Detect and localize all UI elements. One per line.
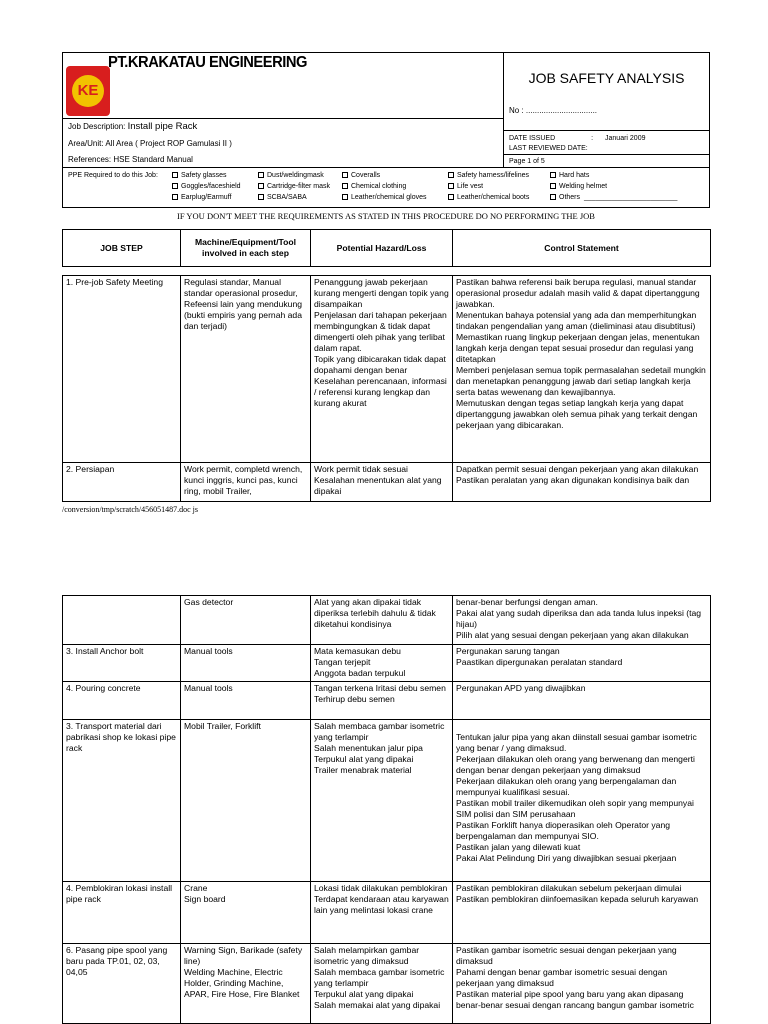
checkbox-icon[interactable]	[342, 194, 348, 200]
area-unit: Area/Unit: All Area ( Project ROP Gamulasi II )	[68, 139, 232, 148]
references: References: HSE Standard Manual	[68, 155, 193, 164]
ppe-checkbox-item[interactable]	[258, 193, 307, 203]
cell-hazard: Salah membaca gambar isometric yang terlampir Salah menentukan jalur pipa Terpukul alat yang dipakai Trailer menabrak material	[311, 720, 453, 882]
checkbox-icon[interactable]	[550, 172, 556, 178]
date-issued-value: Januari 2009	[605, 135, 646, 142]
cell-equipment: Manual tools	[181, 682, 311, 720]
page-indicator: Page 1 of 5	[509, 158, 545, 165]
ppe-list	[172, 171, 708, 207]
cell-job-step: 3. Transport material dari pabrikasi shop ke lokasi pipe rack	[63, 720, 181, 882]
cell-hazard: Alat yang akan dipakai tidak diperiksa terlebih dahulu & tidak diketahui kondisinya	[311, 596, 453, 645]
table-row	[63, 276, 711, 463]
ppe-item-label: Others	[559, 194, 581, 201]
checkbox-icon[interactable]	[342, 183, 348, 189]
ppe-checkbox-item[interactable]	[448, 171, 529, 181]
ppe-item-label: Goggles/faceshield	[181, 183, 241, 190]
ppe-checkbox-item[interactable]	[342, 182, 406, 192]
ppe-checkbox-item[interactable]	[258, 182, 330, 192]
table-row	[63, 682, 711, 720]
table-row	[63, 596, 711, 645]
ppe-item-label: Cartridge-filter mask	[267, 183, 331, 190]
header-hazard: Potential Hazard/Loss	[311, 230, 453, 267]
ppe-checkbox-item[interactable]	[550, 193, 677, 203]
checkbox-icon[interactable]	[258, 172, 264, 178]
logo-text: KE	[77, 82, 99, 99]
ppe-item-label: Life vest	[457, 183, 484, 190]
checkbox-icon[interactable]	[258, 183, 264, 189]
company-name: PT.KRAKATAU ENGINEERING	[108, 54, 308, 71]
checkbox-icon[interactable]	[172, 194, 178, 200]
date-issued-sep: :	[591, 135, 594, 142]
checkbox-icon[interactable]	[448, 194, 454, 200]
date-issued-label: DATE ISSUED	[509, 135, 556, 142]
cell-equipment: Gas detector	[181, 596, 311, 645]
checkbox-icon[interactable]	[258, 194, 264, 200]
ppe-item-label: Leather/chemical boots	[457, 194, 530, 201]
ppe-label: PPE Required to do this Job:	[68, 172, 158, 179]
cell-hazard: Salah melampirkan gambar isometric yang dimaksud Salah membaca gambar isometric yang terlampir Terpukul alat yang dipakai Salah memakai alat yang dipakai	[311, 944, 453, 1024]
cell-equipment: Mobil Trailer, Forklift	[181, 720, 311, 882]
cell-control: benar-benar berfungsi dengan aman. Pakai alat yang sudah diperiksa dan ada tanda lulus inpeksi (tag hijau) Pilih alat yang sesuai dengan pekerjaan yang akan dilakukan	[453, 596, 711, 645]
cell-job-step: 1. Pre-job Safety Meeting	[63, 276, 181, 463]
ppe-item-label: Earplug/Earmuff	[181, 194, 232, 201]
ppe-checkbox-item[interactable]	[550, 171, 589, 181]
cell-control: Pastikan gambar isometric sesuai dengan pekerjaan yang dimaksud Pahami dengan benar gambar isometric sesuai dengan pekerjaan yang dimaksud Pastikan material pipe spool yang baru yang akan dipasang benar-benar sesuai dengan rancang bangun gambar isometric	[453, 944, 711, 1024]
ppe-item-label: Dust/weldingmask	[267, 172, 324, 179]
footer-path: /conversion/tmp/scratch/456051487.doc js	[62, 505, 198, 514]
ppe-checkbox-item[interactable]	[342, 193, 427, 203]
ppe-checkbox-item[interactable]	[258, 171, 324, 181]
cell-job-step: 3. Install Anchor bolt	[63, 645, 181, 682]
table-row	[63, 944, 711, 1024]
cell-hazard: Lokasi tidak dilakukan pemblokiran Terdapat kendaraan atau karyawan lain yang melintasi lokasi crane	[311, 882, 453, 944]
jsa-table-page1	[62, 229, 711, 267]
header-equipment: Machine/Equipment/Tool involved in each step	[181, 230, 311, 267]
ppe-item-label: Coveralls	[351, 172, 381, 179]
cell-control: Dapatkan permit sesuai dengan pekerjaan yang akan dilakukan Pastikan peralatan yang akan digunakan kondisinya baik dan	[453, 463, 711, 502]
header-control: Control Statement	[453, 230, 711, 267]
ppe-checkbox-item[interactable]	[172, 182, 241, 192]
job-description-label: Job Description:	[68, 122, 126, 131]
document-number: No : ................................	[509, 106, 598, 115]
cell-hazard: Tangan terkena Iritasi debu semen Terhirup debu semen	[311, 682, 453, 720]
cell-hazard: Work permit tidak sesuai Kesalahan menentukan alat yang dipakai	[311, 463, 453, 502]
company-logo	[64, 54, 504, 120]
jsa-rows-page1	[62, 275, 711, 502]
cell-control: Pastikan bahwa referensi baik berupa regulasi, manual standar operasional prosedur adalah masih valid & dapat dipertanggung jawabkan. Menentukan bahaya potensial yang ada dan memperhitungkan tindakan pengendalian yang aman (dieliminasi atau disubtitusi) Memastikan ruang lingkup pekerjaan dengan jelas, menentukan langkah kerja dengan tepat sesuai prosedur dan regulasi yang ditetapkan Memberi penjelasan semua topik permasalahan sedetail mungkin dan menetapkan penanggung jawab dari setiap langkah kerja serta batas wewenang dan kewajibannya. Memutuskan dengan tegas setiap langkah kerja yang dapat dipertanggung jawabkan oleh semua pihak yang terkait dengan pekerjaan yang dibicarakan.	[453, 276, 711, 463]
cell-equipment: Work permit, completd wrench, kunci inggris, kunci pas, kunci ring, mobil Trailer,	[181, 463, 311, 502]
header-job-step: JOB STEP	[63, 230, 181, 267]
ppe-item-label: Welding helmet	[559, 183, 608, 190]
checkbox-icon[interactable]	[448, 172, 454, 178]
ppe-checkbox-item[interactable]	[448, 193, 529, 203]
cell-job-step	[63, 596, 181, 645]
checkbox-icon[interactable]	[342, 172, 348, 178]
others-fill-line[interactable]: ________________________	[584, 194, 678, 201]
checkbox-icon[interactable]	[550, 183, 556, 189]
ppe-checkbox-item[interactable]	[172, 193, 231, 203]
logo-emblem	[66, 66, 110, 116]
cell-control: Pergunakan sarung tangan Paastikan dipergunakan peralatan standard	[453, 645, 711, 682]
cell-control: Pastikan pemblokiran dilakukan sebelum pekerjaan dimulai Pastikan pemblokiran diinfoemasikan kepada seluruh karyawan	[453, 882, 711, 944]
ppe-item-label: Safety glasses	[181, 172, 227, 179]
date-issued	[509, 134, 646, 143]
cell-job-step: 4. Pouring concrete	[63, 682, 181, 720]
warning-statement: IF YOU DON'T MEET THE REQUIREMENTS AS STATED IN THIS PROCEDURE DO NO PERFORMING THE JOB	[177, 211, 595, 221]
table-row	[63, 882, 711, 944]
cell-hazard: Mata kemasukan debu Tangan terjepit Anggota badan terpukul	[311, 645, 453, 682]
ppe-item-label: SCBA/SABA	[267, 194, 307, 201]
cell-equipment: Warning Sign, Barikade (safety line) Welding Machine, Electric Holder, Grinding Machine, APAR, Fire Hose, Fire Blanket	[181, 944, 311, 1024]
last-reviewed-date: LAST REVIEWED DATE:	[509, 145, 588, 152]
job-description-value: Install pipe Rack	[127, 121, 198, 132]
cell-job-step: 4. Pemblokiran lokasi install pipe rack	[63, 882, 181, 944]
ppe-item-label: Safety harness/lifelines	[457, 172, 529, 179]
checkbox-icon[interactable]	[172, 183, 178, 189]
table-row	[63, 645, 711, 682]
cell-control: Pergunakan APD yang diwajibkan	[453, 682, 711, 720]
ppe-item-label: Leather/chemical gloves	[351, 194, 427, 201]
cell-equipment: Regulasi standar, Manual standar operasional prosedur, Refeensi lain yang mendukung (bukti empiris yang pernah ada dan terjadi)	[181, 276, 311, 463]
cell-hazard: Penanggung jawab pekerjaan kurang mengerti dengan topik yang disampaikan Penjelasan dari tahapan pekerjaan membingungkan & tidak dapat dimengerti oleh pihak yang terlibat dalam rapat. Topik yang dibicarakan tidak dapat dopahami dengan benar Keselahan perencanaan, informasi / referensi kurang lengkap dan kurang akurat	[311, 276, 453, 463]
table-header-row	[63, 230, 711, 267]
cell-control: Tentukan jalur pipa yang akan diinstall sesuai gambar isometric yang benar / yang dimaksud. Pekerjaan dilakukan oleh orang yang berwenang dan mengerti dengan benar dengan pekerjaan yang dimaksud Pekerjaan dilakukan oleh orang yang berpengalaman dan mempunyai kualifikasi sesuai. Pastikan mobil trailer dikemudikan oleh sopir yang mempunyai SIM polisi dan SIM perusahaan Pastikan Forklift hanya dioperasikan oleh Operator yang berpengalaman dan mempunyai SIO. Pastikan jalan yang dilewati kuat Pakai Alat Pelindung Diri yang diwajibkan sesuai pkerjaan	[453, 720, 711, 882]
cell-job-step: 6. Pasang pipe spool yang baru pada TP.01, 02, 03, 04,05	[63, 944, 181, 1024]
ppe-item-label: Hard hats	[559, 172, 590, 179]
jsa-rows-page2	[62, 595, 711, 1024]
cell-job-step: 2. Persiapan	[63, 463, 181, 502]
cell-equipment: Crane Sign board	[181, 882, 311, 944]
job-description	[68, 122, 197, 132]
ppe-checkbox-item[interactable]	[342, 171, 380, 181]
ppe-checkbox-item[interactable]	[448, 182, 483, 192]
ppe-checkbox-item[interactable]	[550, 182, 607, 192]
cell-equipment: Manual tools	[181, 645, 311, 682]
document-title: JOB SAFETY ANALYSIS	[528, 70, 685, 86]
checkbox-icon[interactable]	[172, 172, 178, 178]
checkbox-icon[interactable]	[448, 183, 454, 189]
checkbox-icon[interactable]	[550, 194, 556, 200]
ppe-checkbox-item[interactable]	[172, 171, 227, 181]
table-row	[63, 463, 711, 502]
table-row	[63, 720, 711, 882]
ppe-item-label: Chemical clothing	[351, 183, 407, 190]
